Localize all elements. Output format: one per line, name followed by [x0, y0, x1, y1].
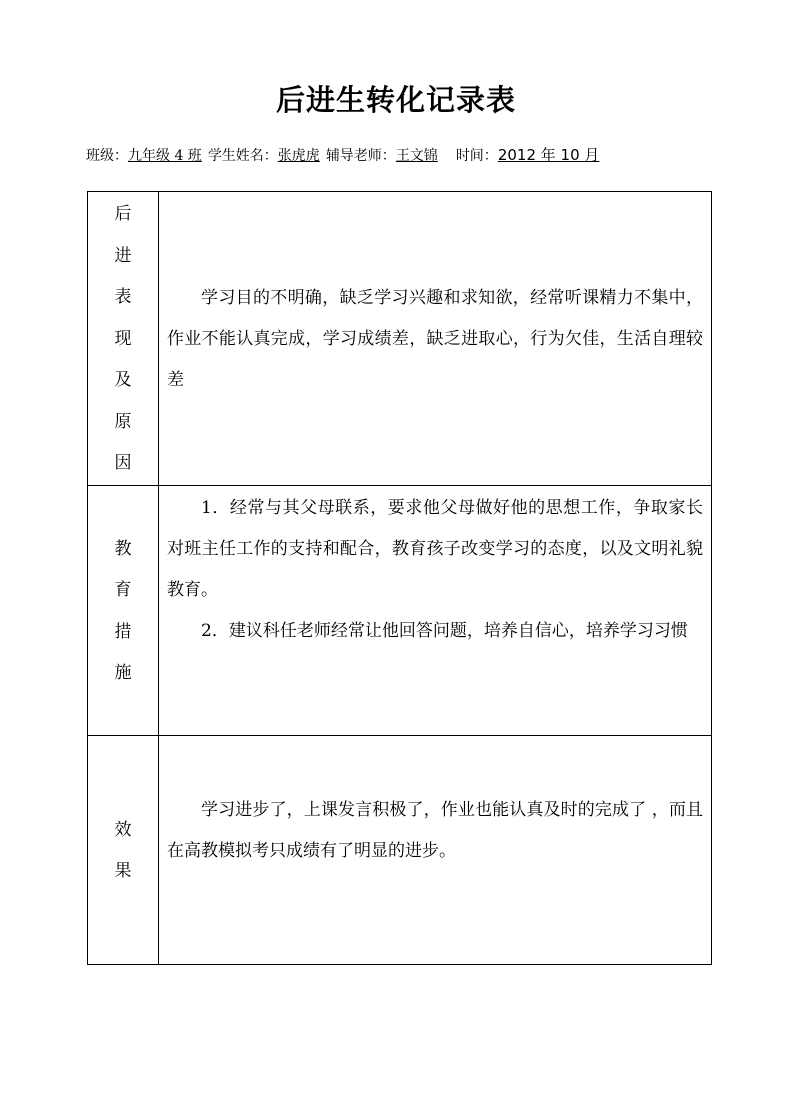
row-label-performance — [88, 192, 159, 486]
row-content-performance — [159, 192, 712, 486]
tutor-value: 王文锦 — [395, 148, 438, 164]
label-char: 后 — [114, 204, 132, 224]
table-row-performance — [88, 192, 712, 486]
label-char: 因 — [114, 453, 132, 473]
label-char: 育 — [114, 580, 132, 600]
class-label: 班级： — [86, 148, 128, 164]
label-char: 原 — [114, 411, 132, 432]
student-value: 张虎虎 — [277, 148, 320, 164]
row-label-effect — [88, 735, 159, 964]
table-row-effect — [88, 735, 712, 964]
content-paragraph: 2．建议科任老师经常让他回答问题，培养自信心，培养学习习惯 — [201, 620, 688, 641]
time-label: 时间： — [455, 148, 498, 164]
content-paragraph: 学习进步了，上课发言积极了，作业也能认真及时的完成了 ，而且在高教模拟考只成绩有了明显的进步。 — [167, 799, 703, 861]
row-content-effect — [159, 735, 712, 964]
label-char: 措 — [114, 621, 132, 642]
content-paragraph: 学习目的不明确，缺乏学习兴趣和求知欲，经常听课精力不集中，作业不能认真完成，学习成绩差，缺乏进取心，行为欠佳，生活自理较差 — [167, 288, 703, 390]
label-char: 教 — [114, 538, 132, 559]
label-char: 施 — [114, 663, 132, 683]
tutor-label: 辅导老师： — [325, 148, 396, 164]
class-value: 九年级 4 班 — [128, 148, 202, 164]
label-char: 及 — [114, 370, 132, 390]
student-label: 学生姓名： — [207, 148, 278, 164]
content-paragraph: 1．经常与其父母联系，要求他父母做好他的思想工作，争取家长对班主任工作的支持和配合，教育孩子改变学习的态度，以及文明礼貌教育。 — [167, 497, 703, 600]
label-char: 进 — [114, 245, 132, 266]
label-char: 表 — [114, 287, 132, 307]
row-content-measures — [159, 485, 712, 735]
page-title: 后进生转化记录表 — [275, 83, 516, 117]
label-char: 现 — [114, 328, 132, 349]
label-char: 效 — [114, 819, 132, 840]
table-row-measures — [88, 485, 712, 735]
time-value: 2012 年 10 月 — [497, 146, 600, 164]
row-label-measures — [88, 485, 159, 735]
record-table — [87, 191, 712, 965]
record-info-line — [86, 144, 599, 165]
label-char: 果 — [114, 861, 132, 881]
